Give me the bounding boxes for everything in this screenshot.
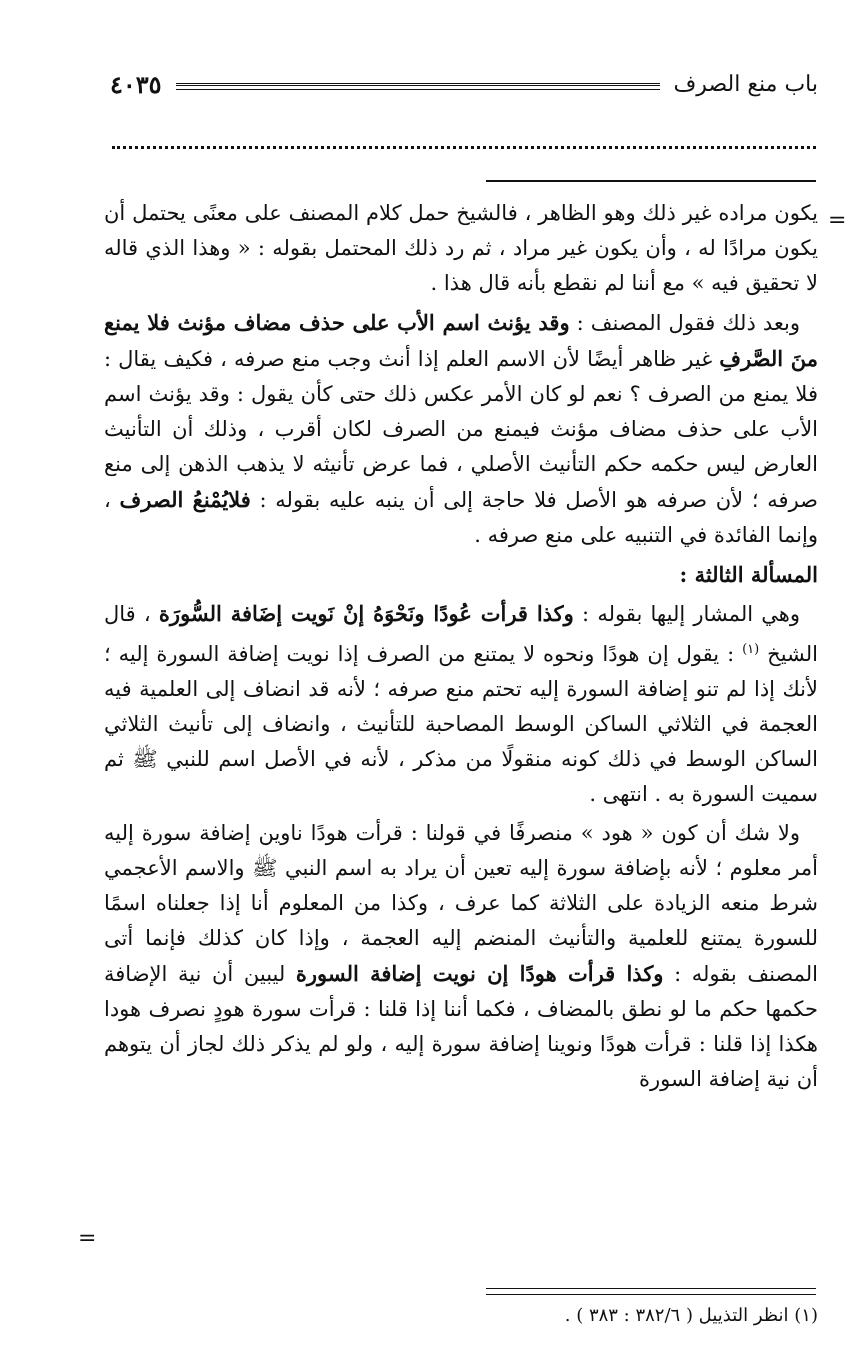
section-heading: المسألة الثالثة : bbox=[679, 562, 818, 587]
paragraph-2-part-a: وبعد ذلك فقول المصنف : bbox=[569, 311, 800, 335]
main-text bbox=[104, 196, 818, 1101]
paragraph-3-part-a: وهي المشار إليها بقوله : bbox=[573, 602, 800, 626]
chapter-title: باب منع الصرف bbox=[673, 71, 818, 97]
paragraph-3-part-c: ، قال الشيخ bbox=[104, 602, 818, 666]
continuation-mark-bottom: = bbox=[78, 1226, 97, 1251]
page-number: ٤٠٣٥ bbox=[110, 69, 162, 99]
paragraph-3 bbox=[104, 596, 818, 812]
quoted-text: وكذا قرأت هودًا إن نويت إضافة السورة bbox=[295, 961, 664, 986]
page-header bbox=[110, 64, 818, 104]
paragraph-4 bbox=[104, 816, 818, 1097]
paragraph-3-part-d: : يقول إن هودًا ونحوه لا يمتنع من الصرف إذا نويت إضافة السورة إليه ؛ لأنك إذا لم تنو إضافة السورة إليه تحتم منع صرفه ؛ لأنه قد انضاف إلى العلمية فيه العجمة في الثلاثي الساكن الوسط المصاحبة للتأنيث ، وانضاف إلى تأنيث الثلاثي الساكن الوسط في ذلك كونه منقولًا من مذكر ، لأنه في الأصل اسم للنبي ﷺ ثم سميت السورة به . انتهى . bbox=[104, 642, 818, 806]
footnote: (١) انظر التذييل ( ٣٨٢/٦ : ٣٨٣ ) . bbox=[564, 1305, 818, 1326]
footnote-rule bbox=[486, 1288, 816, 1289]
quoted-text: وكذا قرأت عُودًا ونَحْوَهُ إنْ نَويت إضَافة السُّورَة bbox=[158, 601, 574, 626]
paragraph-4-part-c: ليبين أن نية الإضافة حكمها حكم ما لو نطق بالمضاف ، فكما أننا إذا قلنا : قرأت سورة هودٍ نصرف هودا هكذا إذا قلنا : قرأت هودًا ونوينا إضافة سورة إليه ، ولو لم يذكر ذلك لجاز أن يتوهم أن نية إضافة السورة bbox=[104, 962, 818, 1091]
paragraph-4-part-a: ولا شك أن كون « هود » منصرفًا في قولنا : قرأت هودًا ناوين إضافة سورة إليه أمر معلوم ؛ لأنه بإضافة سورة إليه تعين أن يراد به اسم النبي ﷺ والاسم الأعجمي شرط منعه الزيادة على الثلاثة كما عرف ، وكذا من المعلوم أنا إذا جعلناه اسمًا للسورة يمتنع للعلمية والتأنيث المنضم إليه العجمة ، وإذا كان كذلك فإنما أتى المصنف بقوله : bbox=[104, 821, 818, 986]
footnote-rule bbox=[486, 1294, 816, 1295]
quoted-text: فلايُمْنعُ الصرف bbox=[119, 487, 251, 512]
paragraph-2 bbox=[104, 305, 818, 553]
dotted-separator bbox=[112, 146, 816, 149]
footnote-reference: (١) bbox=[742, 642, 760, 657]
paragraph-2-part-c: غير ظاهر أيضًا لأن الاسم العلم إذا أنث وجب منع صرفه ، فكيف يقال : فلا يمنع من الصرف ؟ نعم لو كان الأمر عكس ذلك حتى كأن يقول : وقد يؤنث اسم الأب على حذف مضاف مؤنث فيمنع من الصرف لكان أقرب ، وذلك أن التأنيث العارض ليس حكمه حكم التأنيث الأصلي ، فما عرض تأنيثه لا يذهب الذهن إلى منع صرفه ؛ لأن صرفه هو الأصل فلا حاجة إلى أن ينبه عليه بقوله : bbox=[104, 347, 819, 512]
continuation-mark-top: = bbox=[828, 208, 847, 233]
quoted-text: وقد يؤنث اسم الأب على حذف مضاف مؤنث فلا يمنع منَ الصَّرفِ bbox=[104, 310, 818, 371]
paragraph-2-part-e: ، وإنما الفائدة في التنبيه على منع صرفه . bbox=[104, 488, 818, 547]
header-double-rule bbox=[176, 83, 660, 90]
top-short-rule bbox=[486, 180, 816, 182]
paragraph-1: يكون مراده غير ذلك وهو الظاهر ، فالشيخ حمل كلام المصنف على معنًى يحتمل أن يكون مرادًا له ، وأن يكون غير مراد ، ثم رد ذلك المحتمل بقوله : « وهذا الذي قاله لا تحقيق فيه » مع أننا لم نقطع بأنه قال هذا . bbox=[104, 201, 818, 295]
